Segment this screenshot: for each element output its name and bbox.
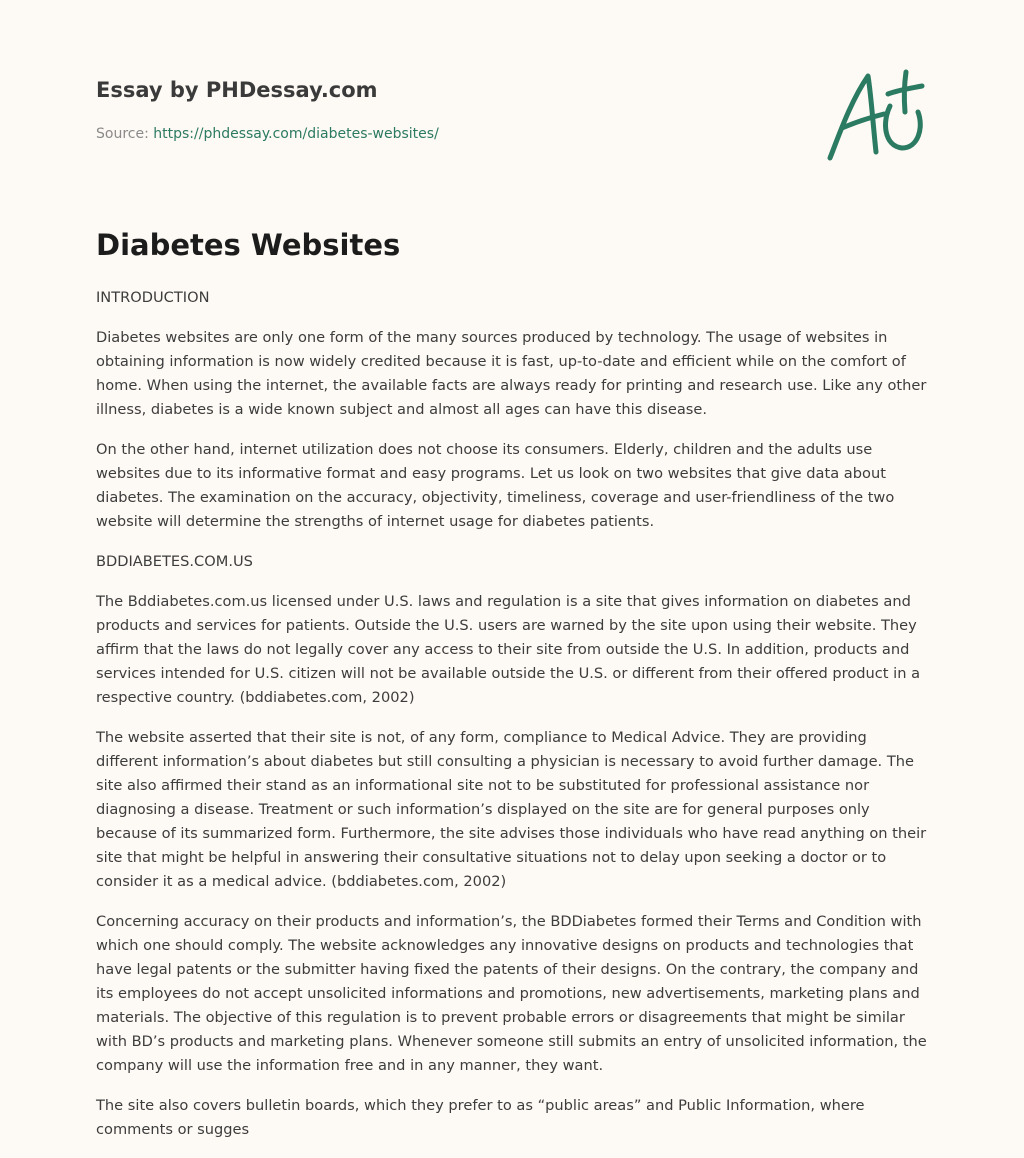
source-line bbox=[96, 124, 796, 144]
paragraph: The website asserted that their site is not, of any form, compliance to Medical Advice. They are providing different information’s about diabetes but still consulting a physician is necessary to avoid further damage. The site also affirmed their stand as an informational site not to be substituted for professional assistance nor diagnosing a disease. Treatment or such information’s displayed on the site are for general purposes only because of its summarized form. Furthermore, the site advises those individuals who have read anything on their site that might be helpful in answering their consultative situations not to delay upon seeking a doctor or to consider it as a medical advice. (bddiabetes.com, 2002) bbox=[96, 729, 927, 890]
paragraph: The site also covers bulletin boards, which they prefer to as “public areas” and Public Information, where comments or sugges bbox=[96, 1097, 865, 1138]
site-header bbox=[96, 76, 796, 144]
source-link[interactable]: https://phdessay.com/diabetes-websites/ bbox=[153, 126, 439, 142]
article-title: Diabetes Websites bbox=[96, 228, 401, 262]
section-heading-introduction: INTRODUCTION bbox=[96, 289, 210, 306]
paragraph: Diabetes websites are only one form of the many sources produced by technology. The usage of websites in obtaining information is now widely credited because it is fast, up-to-date and efficient while on the comfort of home. When using the internet, the available facts are always ready for printing and research use. Like any other illness, diabetes is a wide known subject and almost all ages can have this disease. bbox=[96, 329, 927, 418]
article-body bbox=[96, 286, 932, 1158]
paragraph: On the other hand, internet utilization does not choose its consumers. Elderly, children and the adults use websites due to its informative format and easy programs. Let us look on two websites that give data about diabetes. The examination on the accuracy, objectivity, timeliness, coverage and user-friendliness of the two website will determine the strengths of internet usage for diabetes patients. bbox=[96, 441, 895, 530]
paragraph: The Bddiabetes.com.us licensed under U.S. laws and regulation is a site that gives information on diabetes and products and services for patients. Outside the U.S. users are warned by the site upon using their website. They affirm that the laws do not legally cover any access to their site from outside the U.S. In addition, products and services intended for U.S. citizen will not be available outside the U.S. or different from their offered product in a respective country. (bddiabetes.com, 2002) bbox=[96, 593, 921, 706]
section-heading-bddiabetes: BDDIABETES.COM.US bbox=[96, 553, 253, 570]
source-label: Source: bbox=[96, 126, 154, 142]
paragraph: Concerning accuracy on their products and information’s, the BDDiabetes formed their Terms and Condition with which one should comply. The website acknowledges any innovative designs on products and technologies that have legal patents or the submitter having fixed the patents of their designs. On the contrary, the company and its employees do not accept unsolicited informations and promotions, new advertisements, marketing plans and materials. The objective of this regulation is to prevent probable errors or disagreements that might be similar with BD’s products and marketing plans. Whenever someone still submits an entry of unsolicited information, the company will use the information free and in any manner, they want. bbox=[96, 913, 927, 1074]
a-plus-logo-icon bbox=[824, 66, 928, 166]
site-brand: Essay by PHDessay.com bbox=[96, 78, 378, 102]
